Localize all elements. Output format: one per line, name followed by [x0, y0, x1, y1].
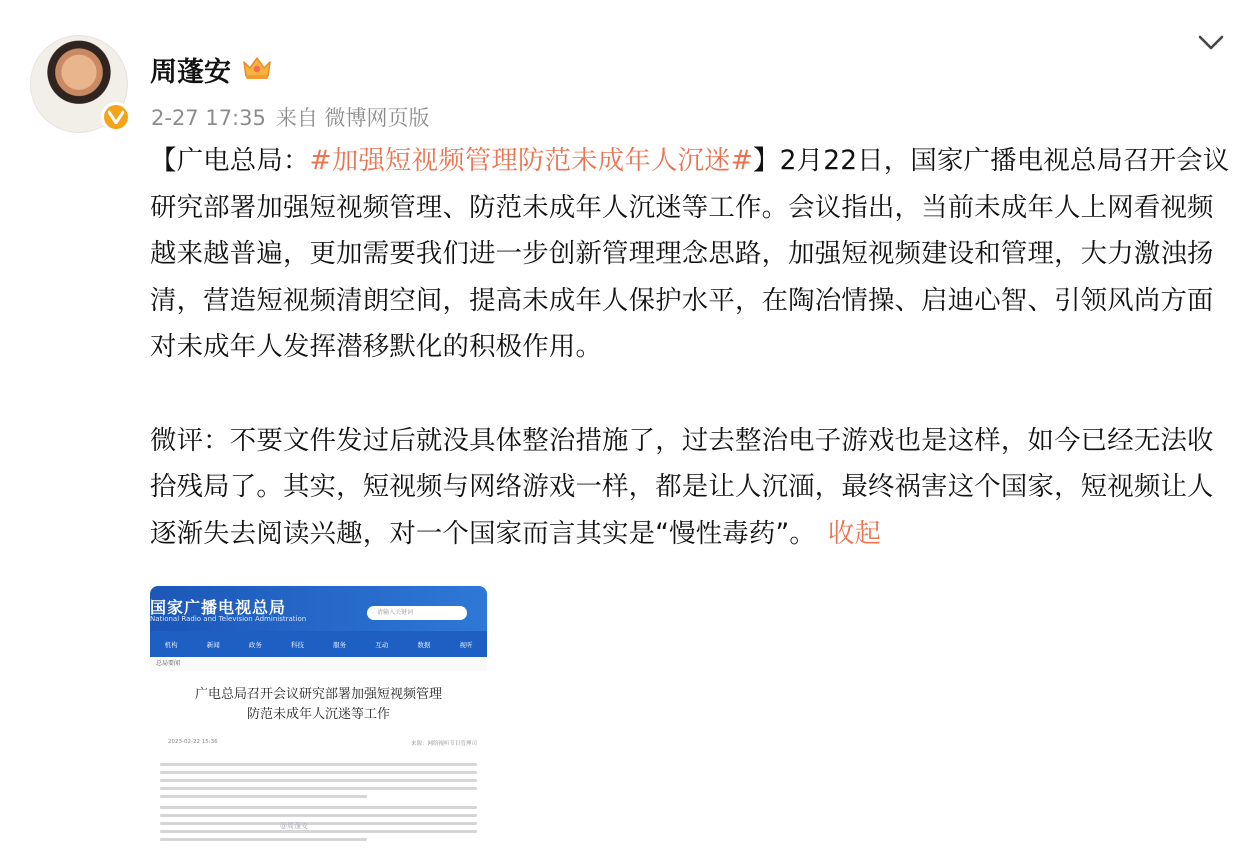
post-body	[150, 138, 1230, 557]
image-nav-item: 新闻	[206, 640, 220, 649]
image-nav-item: 政务	[248, 640, 262, 649]
image-text-line	[160, 771, 477, 774]
hashtag-link[interactable]: #加强短视频管理防范未成年人沉迷#	[309, 145, 754, 176]
image-nav-item: 数据	[417, 640, 431, 649]
image-site-title: 国家广播电视总局	[150, 598, 287, 617]
image-watermark: @周蓬安	[280, 822, 308, 830]
image-site-title-en: National Radio and Television Administration	[150, 615, 307, 623]
crown-icon[interactable]	[241, 53, 273, 81]
image-text-line	[160, 763, 477, 766]
post-source: 来自 微博网页版	[275, 106, 430, 130]
image-nav-item: 服务	[333, 640, 347, 649]
post-paragraph-2	[150, 418, 1230, 558]
post-meta	[151, 102, 430, 132]
post-paragraph-1	[150, 138, 1230, 371]
post-text-1: 】2月22日，国家广播电视总局召开会议研究部署加强短视频管理、防范未成年人沉迷等工作。会议指出，当前未成年人上网看视频越来越普遍，更加需要我们进一步创新管理理念思路，加强短视频建设和管理，大力激浊扬清，营造短视频清朗空间，提高未成年人保护水平，在陶冶情操、启迪心智、引领风尚方面对未成年人发挥潜移默化的积极作用。	[150, 145, 1230, 362]
image-nav	[150, 631, 487, 657]
username[interactable]: 周蓬安	[150, 57, 231, 88]
image-article-source: 来源：网络视听节目管理司	[410, 741, 477, 747]
image-text-line	[160, 830, 477, 833]
verified-icon	[101, 102, 131, 132]
image-breadcrumb: 总局要闻	[150, 657, 487, 671]
post-timestamp[interactable]: 2-27 17:35	[151, 106, 266, 130]
image-article-date: 2023-02-22 15:36	[168, 739, 218, 745]
post-image[interactable]	[150, 586, 487, 848]
image-nav-item: 视听	[459, 640, 473, 649]
image-article-info	[150, 725, 487, 747]
image-nav-item: 机构	[164, 640, 178, 649]
image-headline-line-1: 广电总局召开会议研究部署加强短视频管理	[194, 687, 442, 702]
image-nav-item: 互动	[375, 640, 389, 649]
image-nav-item: 科技	[290, 640, 304, 649]
image-text-line	[160, 822, 477, 825]
image-text-line	[160, 779, 477, 782]
chevron-down-icon[interactable]	[1195, 30, 1227, 54]
image-headline-line-2: 防范未成年人沉迷等工作	[246, 707, 390, 722]
image-search-box: 请输入关键词	[367, 606, 467, 620]
image-text-line	[160, 806, 477, 809]
post-text-2: 微评：不要文件发过后就没具体整治措施了，过去整治电子游戏也是这样，如今已经无法收拾残局了。其实，短视频与网络游戏一样，都是让人沉湎，最终祸害这个国家，短视频让人逐渐失去阅读兴趣，对一个国家而言其实是“慢性毒药”。	[150, 424, 1214, 549]
image-headline	[150, 685, 487, 725]
image-text-line	[160, 787, 477, 790]
image-text-line	[160, 814, 477, 817]
image-text-line	[160, 795, 367, 798]
image-text-line	[160, 838, 367, 841]
collapse-link[interactable]: 收起	[827, 517, 882, 549]
image-article	[150, 671, 487, 848]
post-prefix: 【广电总局：	[150, 145, 310, 176]
image-site-header	[150, 586, 487, 631]
